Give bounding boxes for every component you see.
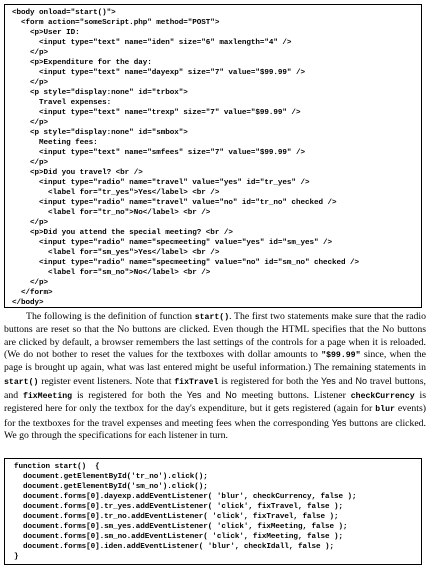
code-line: <label for="tr_no">No</label> <br /> xyxy=(12,209,211,217)
code-line: </p> xyxy=(12,159,49,167)
body-paragraph: The following is the definition of function start(). The first two statements make sure that the radio buttons are reset so that the No buttons are clicked. Even though the HTML specifies that the No buttons are clicked by default, a browser remembers the last settings of the controls for a page when it is reloaded. (We do not bother to reset the values for the textboxes with dollar amounts to "$99.99" since, when the page is brought up again, what was last entered might be useful information.) The remaining statements in start() register event listeners. Note that fixTravel is registered for both the Yes and No travel buttons, and fixMeeting is registered for both the Yes and No meeting buttons. Listener checkCurrency is registered here for only the textbox for the day's expenditure, but it gets registered (again for blur events) for the textboxes for the travel expenses and meeting fees when the corresponding Yes buttons are clicked. We go through the specifications for each listener in turn. xyxy=(4,311,427,442)
code-line: document.getElementById('tr_no').click(); xyxy=(14,473,208,481)
code-line: Meeting fees: xyxy=(12,139,98,147)
code-line: <input type="text" name="trexp" size="7" value="$99.99" /> xyxy=(12,109,301,117)
code-line: <input type="radio" name="travel" value="yes" id="tr_yes" /> xyxy=(12,179,310,187)
code-line: <label for="tr_yes">Yes</label> <br /> xyxy=(12,189,220,197)
code-line: document.getElementById('sm_no').click(); xyxy=(14,483,208,491)
code-line: Travel expenses: xyxy=(12,99,112,107)
code-line: </p> xyxy=(12,79,49,87)
code-line: </p> xyxy=(12,49,49,57)
code-line: <input type="radio" name="specmeeting" value="yes" id="sm_yes" /> xyxy=(12,239,332,247)
js-code-listing xyxy=(4,458,422,565)
code-line: <p>Did you travel? <br /> xyxy=(12,169,143,177)
code-line: <label for="sm_no">No</label> <br /> xyxy=(12,269,211,277)
code-line: document.forms[0].iden.addEventListener( 'blur', checkIdall, false ); xyxy=(14,543,334,551)
code-line: } xyxy=(14,553,19,561)
code-line: document.forms[0].sm_no.addEventListener( 'click', fixMeeting, false ); xyxy=(14,533,344,541)
code-line: function start() { xyxy=(14,463,100,471)
code-line: <input type="radio" name="travel" value="no" id="tr_no" checked /> xyxy=(12,199,337,207)
code-line: <p style="display:none" id="trbox"> xyxy=(12,89,188,97)
code-line: <p>Expenditure for the day: xyxy=(12,59,152,67)
code-line: <p style="display:none" id="smbox"> xyxy=(12,129,188,137)
code-line: <label for="sm_yes">Yes</label> <br /> xyxy=(12,249,220,257)
code-line: <form action="someScript.php" method="POST"> xyxy=(12,19,220,27)
code-line: <p>User ID: xyxy=(12,29,80,37)
code-line: document.forms[0].dayexp.addEventListener( 'blur', checkCurrency, false ); xyxy=(14,493,357,501)
code-line: <p>Did you attend the special meeting? <br /> xyxy=(12,229,233,237)
code-line: </p> xyxy=(12,279,49,287)
code-line: </body> xyxy=(12,299,44,307)
code-line: <input type="text" name="iden" size="6" maxlength="4" /> xyxy=(12,39,292,47)
code-line: document.forms[0].tr_yes.addEventListener( 'click', fixTravel, false ); xyxy=(14,503,344,511)
code-line: </p> xyxy=(12,119,49,127)
code-line: document.forms[0].tr_no.addEventListener( 'click', fixTravel, false ); xyxy=(14,513,339,521)
code-line: </p> xyxy=(12,219,49,227)
code-line: <input type="text" name="dayexp" size="7" value="$99.99" /> xyxy=(12,69,305,77)
code-line: </form> xyxy=(12,289,53,297)
code-line: document.forms[0].sm_yes.addEventListener( 'click', fixMeeting, false ); xyxy=(14,523,348,531)
html-code-listing xyxy=(4,4,422,308)
code-line: <input type="text" name="smfees" size="7" value="$99.99" /> xyxy=(12,149,305,157)
code-line: <input type="radio" name="specmeeting" value="no" id="sm_no" checked /> xyxy=(12,259,360,267)
code-line: <body onload="start()"> xyxy=(12,9,116,17)
